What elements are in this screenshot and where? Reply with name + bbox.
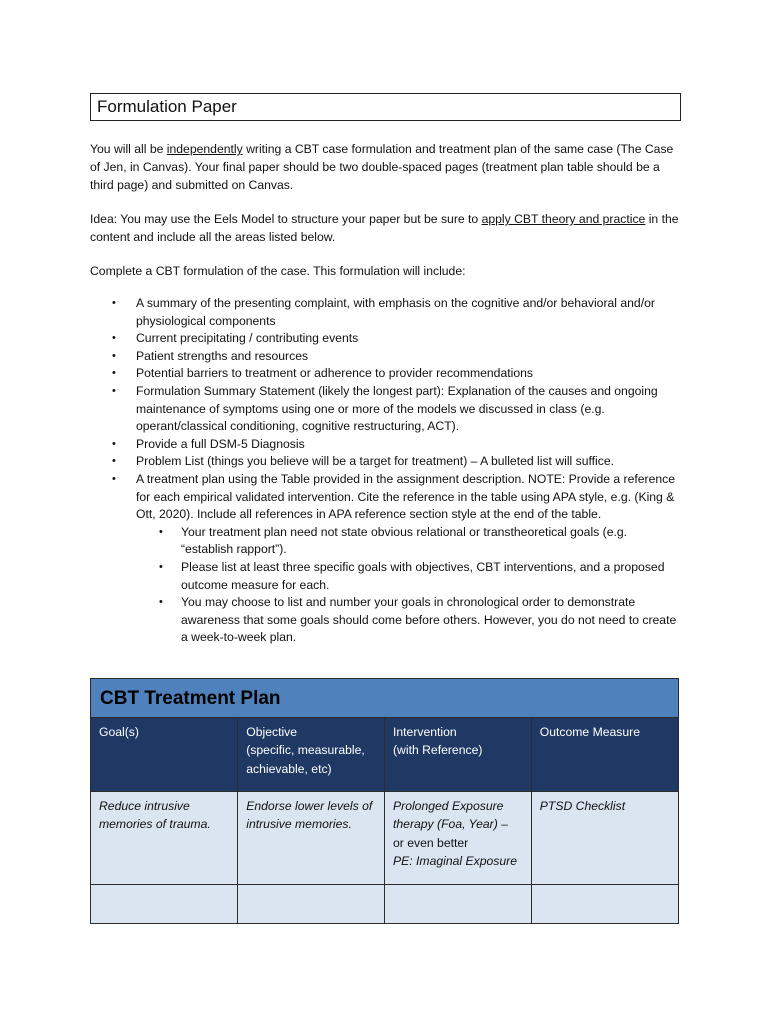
intro-p1-underlined: independently	[166, 142, 243, 156]
header-outcome-measure	[531, 718, 678, 792]
formulation-requirements-list	[90, 295, 680, 647]
header-goals-label: Goal(s)	[99, 725, 139, 739]
sub-list-item-text: You may choose to list and number your goals in chronological order to demonstrate awareness that some goals should come before others. However, you do not need to create a week-to-week plan.	[181, 595, 677, 645]
list-item-text: Current precipitating / contributing events	[136, 331, 359, 346]
cell-objective: Endorse lower levels of intrusive memories.	[238, 792, 385, 885]
intro-p1-text: You will all be	[90, 142, 167, 156]
intro-p1-text-after: writing a CBT case formulation and treatment plan of the same case (The Case of Jen, in Canvas). Your final paper should be two double-spaced pages (treatment plan table should be a third page) and submitted on Canvas.	[90, 142, 674, 192]
intro-p2-text: Idea: You may use the Eels Model to structure your paper but be sure to	[90, 212, 482, 226]
cell-outcome-measure: PTSD Checklist	[531, 792, 678, 885]
treatment-plan-sublist	[136, 524, 680, 647]
table-row	[91, 792, 678, 885]
cell-objective	[238, 885, 385, 924]
list-item-text: A summary of the presenting complaint, with emphasis on the cognitive and/or behavioral and/or physiological components	[136, 296, 655, 328]
header-goals	[91, 718, 238, 792]
header-intervention	[385, 718, 532, 792]
list-item-text: Provide a full DSM-5 Diagnosis	[136, 436, 305, 451]
list-item	[90, 365, 680, 383]
cell-outcome-measure	[531, 885, 678, 924]
cell-intervention	[385, 792, 532, 885]
list-item	[90, 348, 680, 366]
cell-goal	[91, 885, 238, 924]
list-item-text: Potential barriers to treatment or adherence to provider recommendations	[136, 366, 533, 381]
intro-paragraph-2	[90, 210, 680, 246]
sub-list-item-text: Your treatment plan need not state obvious relational or transtheoretical goals (e.g. “establish rapport”).	[181, 524, 628, 557]
list-item-text: Patient strengths and resources	[136, 348, 309, 363]
intro-paragraph-1	[90, 140, 680, 194]
treatment-plan-table	[90, 678, 679, 924]
list-item	[90, 295, 680, 330]
page-title: Formulation Paper	[97, 97, 237, 116]
header-outcome-label: Outcome Measure	[539, 725, 640, 739]
cell-intervention	[385, 885, 532, 924]
cell-goal: Reduce intrusive memories of trauma.	[91, 792, 238, 885]
intro-paragraph-3: Complete a CBT formulation of the case. This formulation will include:	[90, 264, 466, 278]
title-box	[90, 93, 681, 121]
list-item-text: Problem List (things you believe will be a target for treatment) – A bulleted list will suffice.	[136, 454, 615, 469]
header-objective	[238, 718, 385, 792]
treatment-plan-grid	[91, 718, 678, 923]
header-intervention-sub: (with Reference)	[393, 743, 483, 758]
sub-list-item	[136, 594, 680, 647]
intervention-note: or even better	[393, 835, 469, 850]
intervention-alt: PE: Imaginal Exposure	[393, 854, 517, 869]
intervention-text: Prolonged Exposure therapy (Foa, Year) –	[393, 799, 508, 832]
list-item	[90, 383, 680, 436]
treatment-plan-title: CBT Treatment Plan	[91, 679, 678, 718]
table-header-row	[91, 718, 678, 792]
header-objective-label: Objective	[246, 725, 298, 739]
list-item	[90, 471, 680, 647]
sub-list-item	[136, 559, 680, 594]
list-item	[90, 453, 680, 471]
intro-p2-underlined: apply CBT theory and practice	[481, 212, 646, 226]
header-objective-sub2: achievable, etc)	[246, 761, 332, 776]
intro-p2-text-after: in the content and include all the areas listed below.	[90, 212, 679, 244]
list-item	[90, 330, 680, 348]
sub-list-item	[136, 524, 680, 559]
list-item-text: Formulation Summary Statement (likely the longest part): Explanation of the causes and ongoing maintenance of symptoms using one or more of the models we discussed in class (e.g. operant/classical conditioning, cognitive restructuring, ACT).	[136, 383, 658, 434]
header-intervention-label: Intervention	[393, 725, 457, 739]
sub-list-item-text: Please list at least three specific goals with objectives, CBT interventions, and a proposed outcome measure for each.	[181, 559, 665, 592]
table-row	[91, 885, 678, 924]
list-item	[90, 436, 680, 454]
header-objective-sub1: (specific, measurable,	[246, 743, 365, 758]
list-item-text: A treatment plan using the Table provided in the assignment description. NOTE: Provide a reference for each empirical validated intervention. Cite the reference in the table using APA style, e.g. (King & Ott, 2020). Include all references in APA reference section style at the end of the table.	[136, 471, 676, 522]
